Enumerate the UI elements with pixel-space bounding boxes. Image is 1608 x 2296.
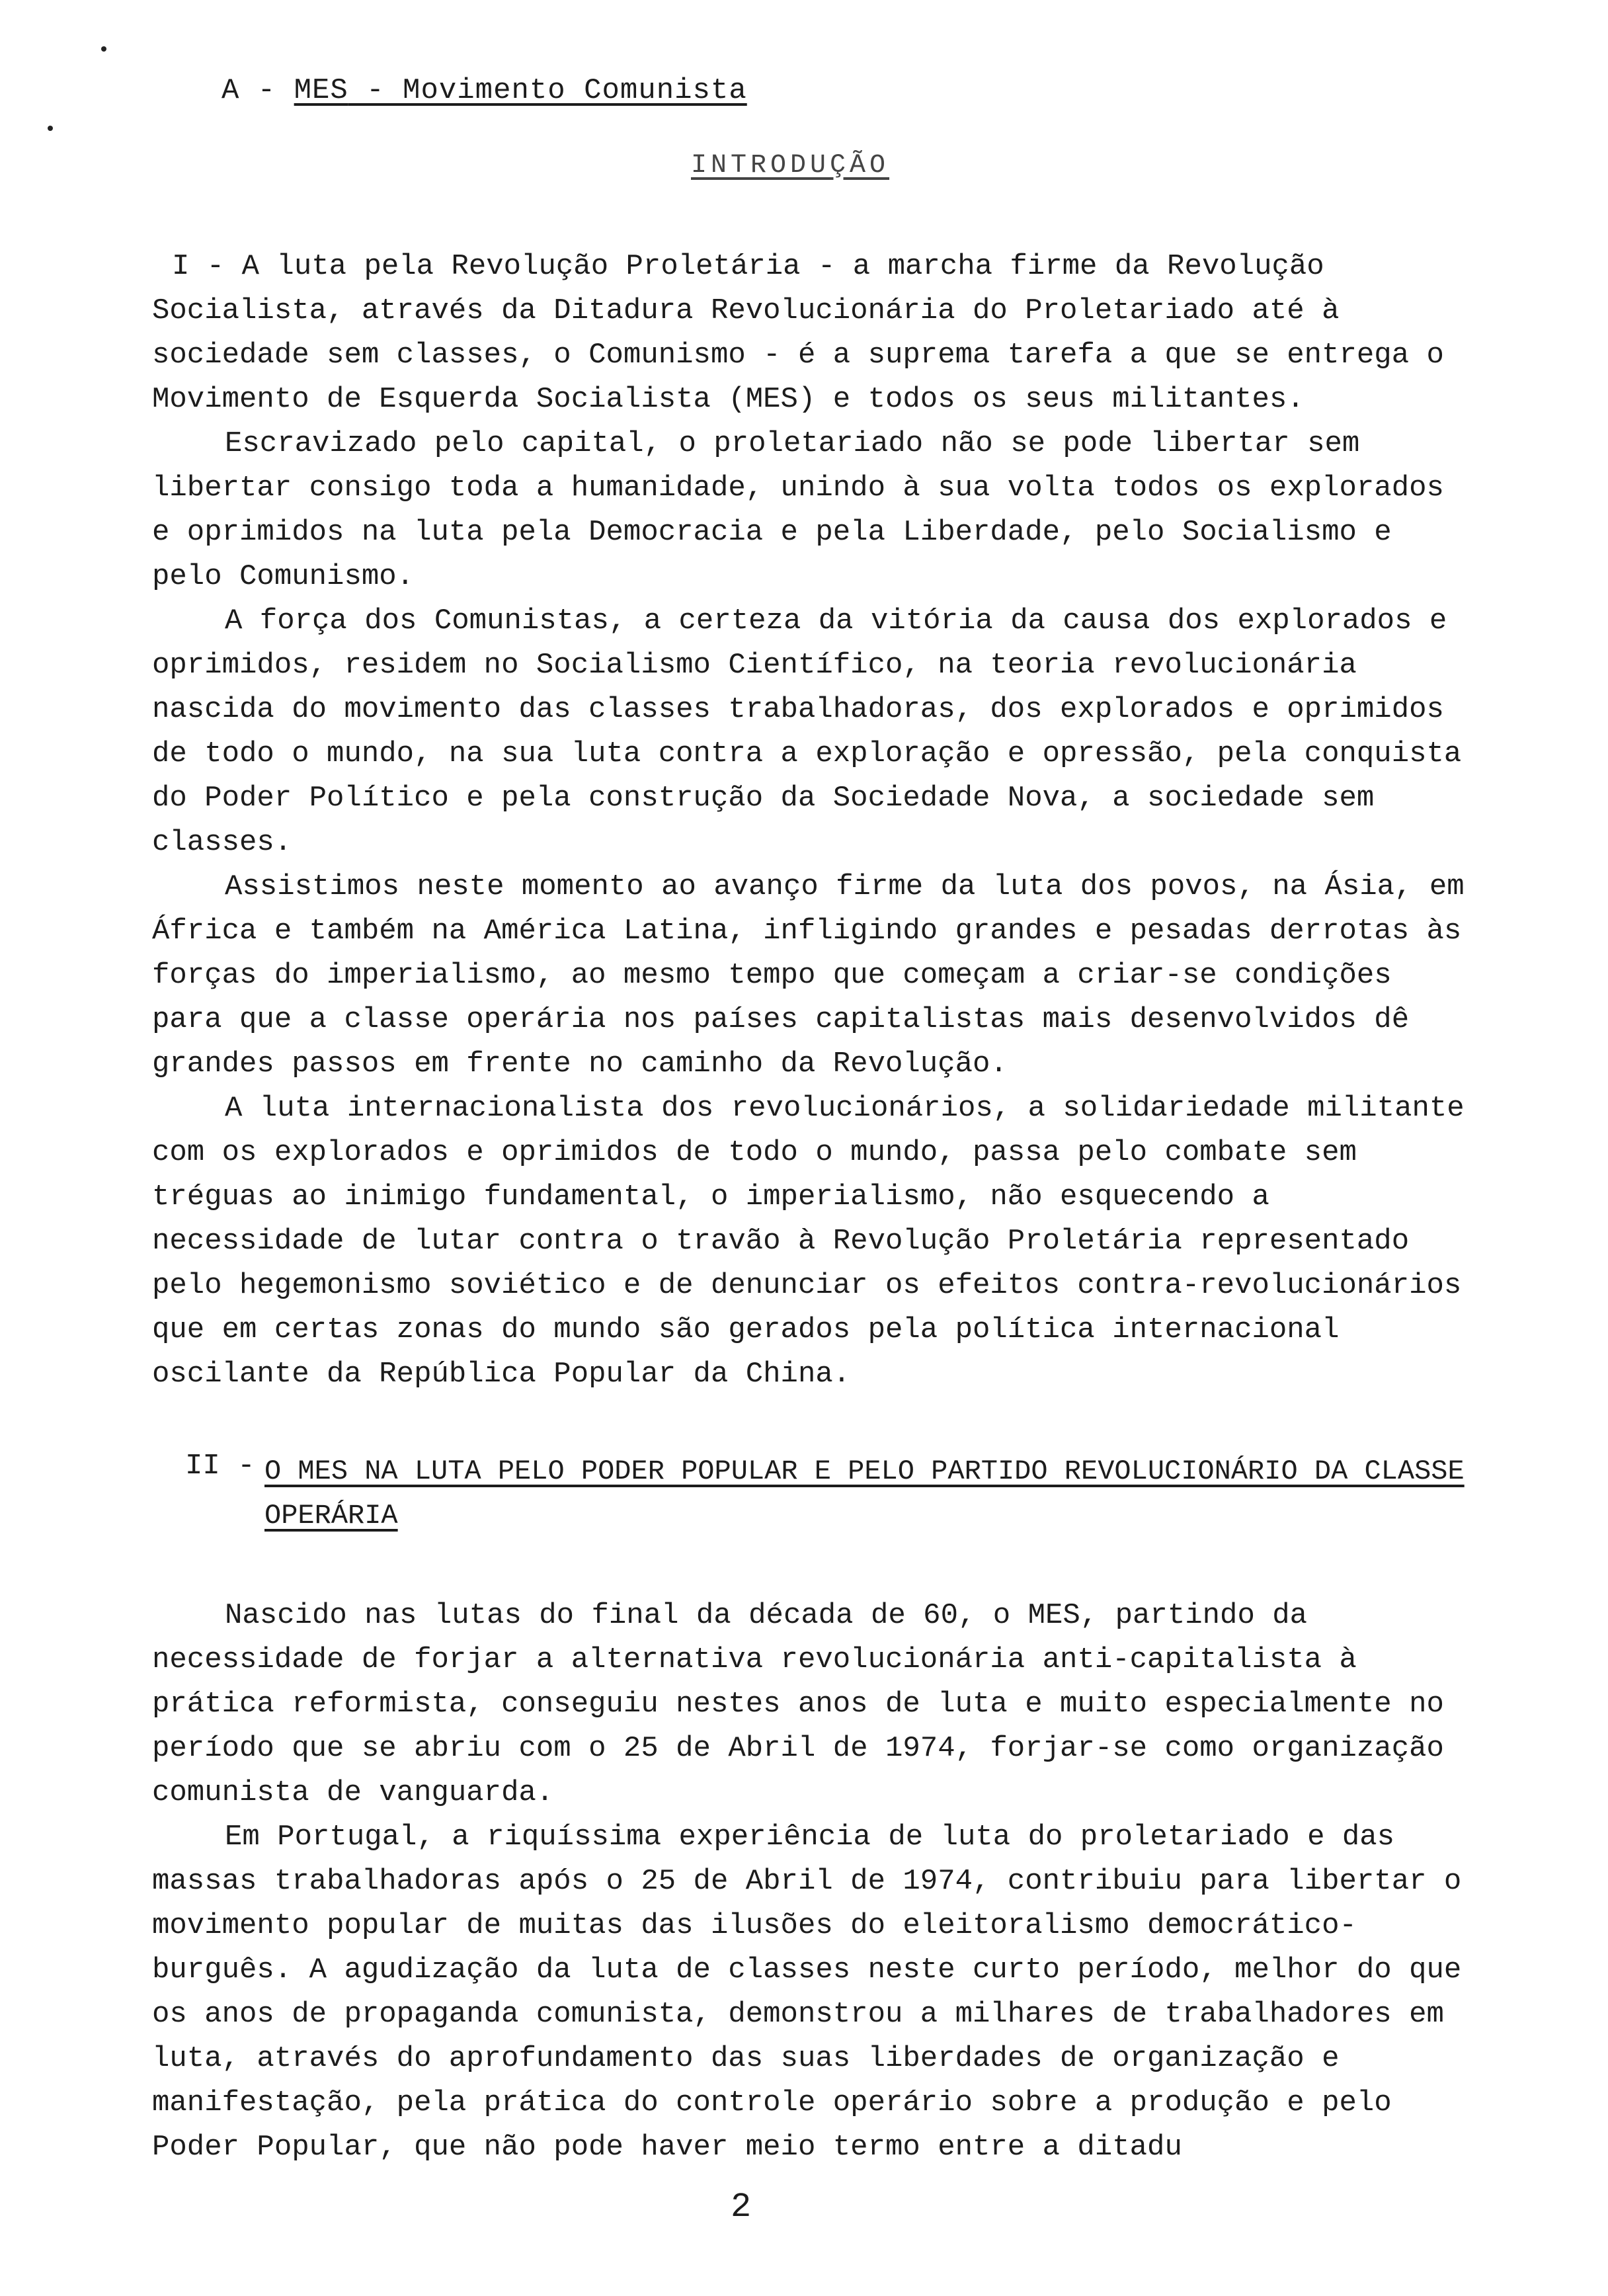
- section-2-number: II -: [185, 1450, 255, 1483]
- header-prefix: A -: [221, 74, 294, 107]
- intro-heading: INTRODUÇÃO: [691, 151, 890, 181]
- section-2-body: [152, 1594, 1474, 2170]
- section-1-body: [152, 245, 1474, 1397]
- paragraph: Assistimos neste momento ao avanço firme da luta dos povos, na Ásia, em África e também na América Latina, infligindo grandes e pesadas derrotas às forças do imperialismo, ao mesmo tempo que começam a criar-se condições para que a classe operária nos países capitalistas mais desenvolvidos dê grandes passos em frente no caminho da Revolução.: [152, 870, 1465, 1081]
- paragraph: A luta internacionalista dos revolucionários, a solidariedade militante com os explorados e oprimidos de todo o mundo, passa pelo combate sem tréguas ao inimigo fundamental, o imperialismo, não esquecendo a necessidade de lutar contra o travão à Revolução Proletária representado pelo hegemonismo soviético e de denunciar os efeitos contra-revolucionários que em certas zonas do mundo são gerados pela política internacional oscilante da República Popular da China.: [152, 1092, 1465, 1391]
- header-org: MES: [294, 74, 348, 107]
- header-suffix: - Movimento Comunista: [348, 74, 747, 107]
- scan-speck: [101, 46, 106, 52]
- scan-speck: [48, 126, 53, 131]
- section-2-title: O MES NA LUTA PELO PODER POPULAR E PELO PARTIDO REVOLUCIONÁRIO DA CLASSE OPERÁRIA: [264, 1456, 1465, 1532]
- paragraph: Nascido nas lutas do final da década de 60, o MES, partindo da necessidade de forjar a alternativa revolucionária anti-capitalista à prática reformista, conseguiu nestes anos de luta e muito especialmente no período que se abriu com o 25 de Abril de 1974, forjar-se como organização comunista de vanguarda.: [152, 1599, 1444, 1809]
- paragraph: I - A luta pela Revolução Proletária - a marcha firme da Revolução Socialista, através da Ditadura Revolucionária do Proletariado até à sociedade sem classes, o Comunismo - é a suprema tarefa a que se entrega o Movimento de Esquerda Socialista (MES) e todos os seus militantes.: [152, 250, 1444, 416]
- paragraph: A força dos Comunistas, a certeza da vitória da causa dos explorados e oprimidos, residem no Socialismo Científico, na teoria revolucionária nascida do movimento das classes trabalhadoras, dos explorados e oprimidos de todo o mundo, na sua luta contra a exploração e opressão, pela conquista do Poder Político e pela construção da Sociedade Nova, a sociedade sem classes.: [152, 604, 1462, 859]
- document-header: [221, 74, 747, 107]
- paragraph: Escravizado pelo capital, o proletariado não se pode libertar sem libertar consigo toda a humanidade, unindo à sua volta todos os explorados e oprimidos na luta pela Democracia e pela Liberdade, pelo Socialismo e pelo Comunismo.: [152, 427, 1444, 593]
- paragraph: Em Portugal, a riquíssima experiência de luta do proletariado e das massas trabalhadoras após o 25 de Abril de 1974, contribuiu para libertar o movimento popular de muitas das ilusões do eleitoralismo democrático-burguês. A agudização da luta de classes neste curto período, melhor do que os anos de propaganda comunista, demonstrou a milhares de trabalhadores em luta, através do aprofundamento das suas liberdades de organização e manifestação, pela prática do controle operário sobre a produção e pelo Poder Popular, que não pode haver meio termo entre a ditadu: [152, 1821, 1462, 2164]
- page-number: 2: [731, 2188, 752, 2227]
